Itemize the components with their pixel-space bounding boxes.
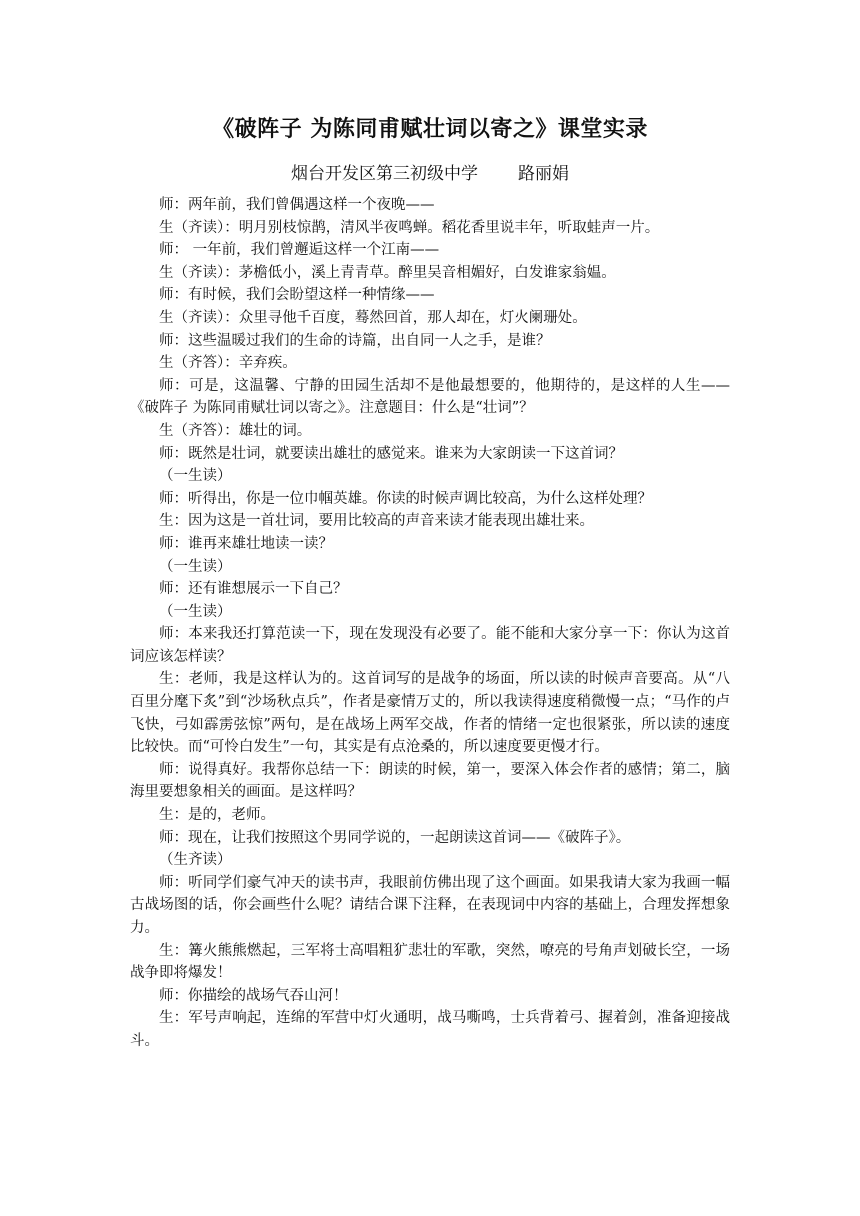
paragraph: 生（齐读）：众里寻他千百度，蓦然回首，那人却在，灯火阑珊处。	[159, 309, 587, 326]
paragraph: 生：老师，我是这样认为的。这首词写的是战争的场面，所以读的时候声音要高。从“八百里分麾下炙”到“沙场秋点兵”，作者是豪情万丈的，所以我读得速度稍微慢一点；“马作的卢飞快，弓如霹雳弦惊”两句，是在战场上两军交战，作者的情绪一定也很紧张，所以读的速度比较快。而“可怜白发生”一句，其实是有点沧桑的，所以速度要更慢才行。	[130, 671, 730, 756]
document-page	[130, 0, 730, 1216]
paragraph: 师：还有谁想展示一下自己？	[159, 581, 348, 598]
paragraph: 生（齐读）：茅檐低小，溪上青青草。醉里吴音相媚好，白发谁家翁媪。	[159, 264, 616, 281]
paragraph: 生：军号声响起，连绵的军营中灯火通明，战马嘶鸣，士兵背着弓、握着剑，准备迎接战斗。	[130, 1010, 730, 1049]
school-name: 烟台开发区第三初级中学	[291, 164, 478, 184]
paragraph: 生：篝火熊熊燃起，三军将士高唱粗犷悲壮的军歌，突然，嘹亮的号角声划破长空，一场战争即将爆发！	[130, 942, 730, 982]
paragraph: 师：有时候，我们会盼望这样一种情缘——	[159, 287, 435, 304]
stage-note: （生齐读）	[159, 852, 232, 869]
paragraph: 生（齐读）：明月别枝惊鹊，清风半夜鸣蝉。稻花香里说丰年，听取蛙声一片。	[159, 219, 660, 236]
stage-note: （一生读）	[159, 468, 232, 485]
paragraph: 师：可是，这温馨、宁静的田园生活却不是他最想要的，他期待的，是这样的人生——《破阵子 为陈同甫赋壮词以寄之》。注意题目：什么是“壮词”？	[130, 377, 730, 417]
paragraph: 师：说得真好。我帮你总结一下：朗读的时候，第一，要深入体会作者的感情；第二，脑海里要想象相关的画面。是这样吗？	[130, 761, 730, 801]
paragraph: 生（齐答）：辛弃疾。	[159, 355, 297, 372]
stage-note: （一生读）	[159, 558, 232, 575]
author-name: 路丽娟	[518, 164, 569, 184]
paragraph: 师：这些温暖过我们的生命的诗篇，出自同一人之手，是谁？	[159, 332, 551, 349]
document-title: 《破阵子 为陈同甫赋壮词以寄之》课堂实录	[212, 116, 648, 142]
paragraph: 师：听得出，你是一位巾帼英雄。你读的时候声调比较高，为什么这样处理？	[159, 490, 652, 507]
paragraph: 师： 一年前，我们曾邂逅这样一个江南——	[159, 242, 440, 259]
stage-note: （一生读）	[159, 603, 232, 620]
author-line	[130, 159, 730, 184]
paragraph: 师：听同学们豪气冲天的读书声，我眼前仿佛出现了这个画面。如果我请大家为我画一幅古战场图的话，你会画些什么呢？请结合课下注释，在表现词中内容的基础上，合理发挥想象力。	[130, 874, 730, 936]
transcript-body	[130, 194, 730, 1053]
paragraph: 生：是的，老师。	[159, 807, 275, 824]
paragraph: 师：本来我还打算范读一下，现在发现没有必要了。能不能和大家分享一下：你认为这首词应该怎样读？	[130, 626, 730, 665]
paragraph: 师：你描绘的战场气吞山河！	[159, 987, 348, 1004]
paragraph: 生：因为这是一首壮词，要用比较高的声音来读才能表现出雄壮来。	[159, 513, 594, 530]
paragraph: 生（齐答）：雄壮的词。	[159, 422, 312, 439]
paragraph: 师：谁再来雄壮地读一读？	[159, 535, 333, 552]
paragraph: 师：两年前，我们曾偶遇这样一个夜晚——	[159, 197, 435, 213]
paragraph: 师：既然是壮词，就要读出雄壮的感觉来。谁来为大家朗读一下这首词？	[159, 445, 623, 462]
paragraph: 师：现在，让我们按照这个男同学说的，一起朗读这首词——《破阵子》。	[159, 829, 631, 846]
